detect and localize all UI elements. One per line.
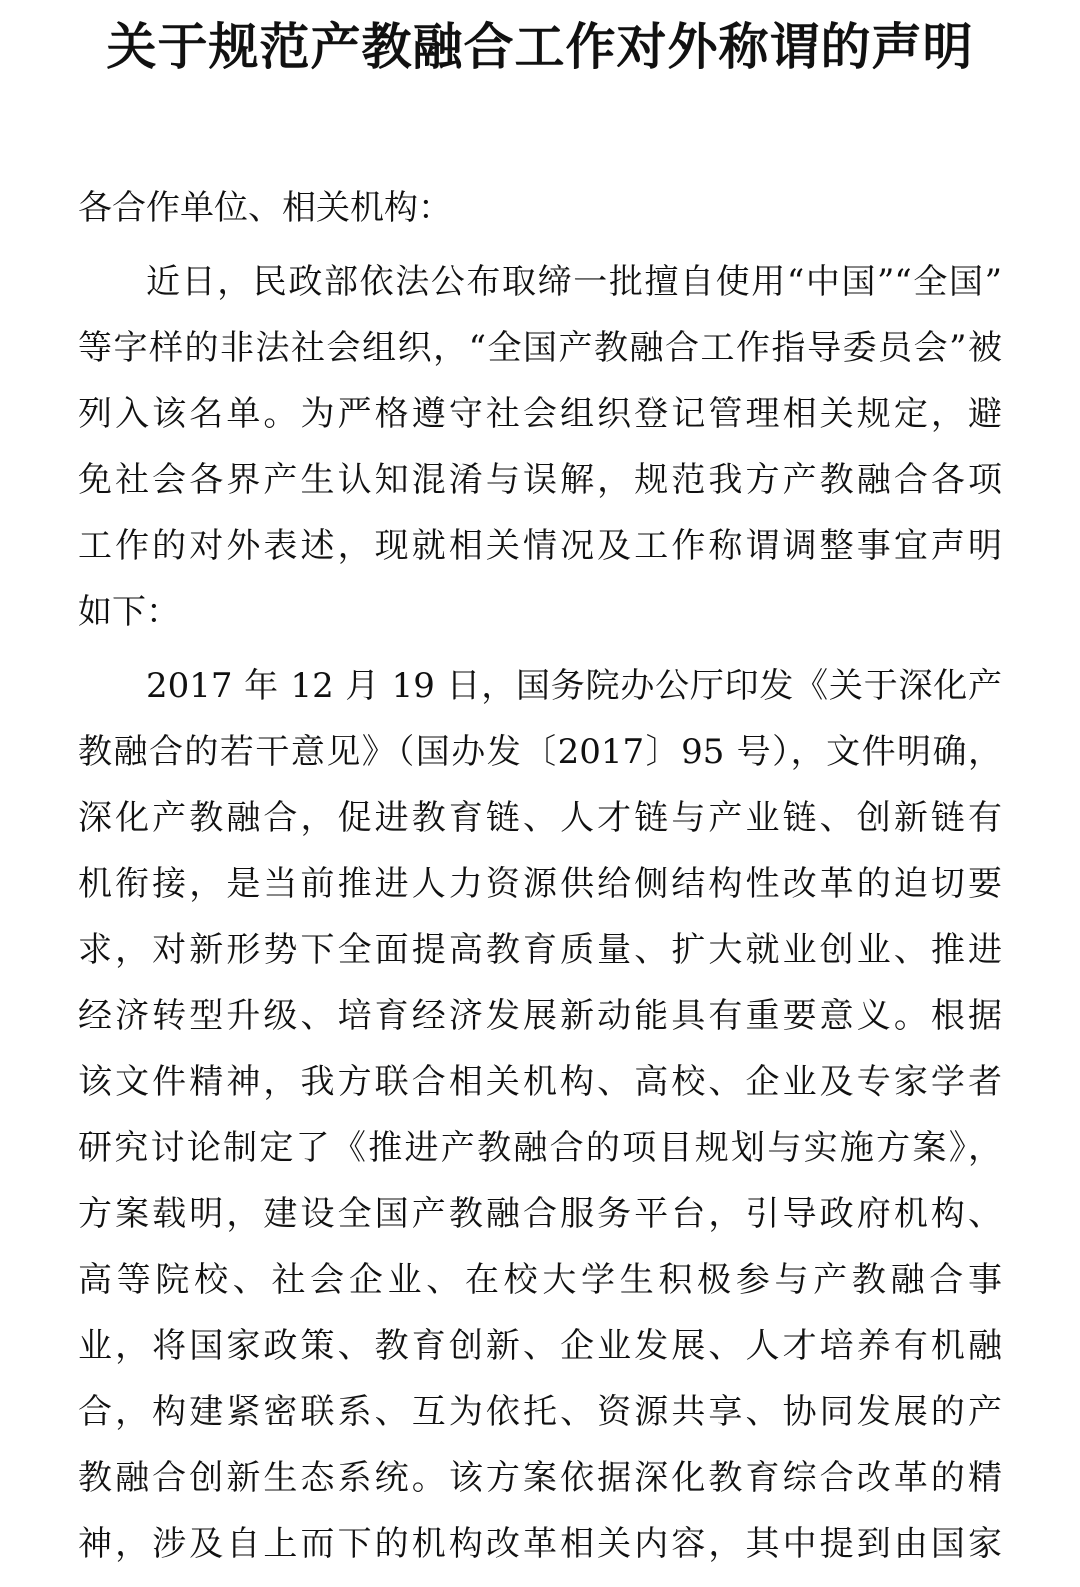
paragraph-line: 近日，民政部依法公布取缔一批擅自使用“中国”“全国” — [146, 262, 1002, 302]
paragraph-line: 如下： — [78, 592, 180, 632]
paragraph-gap — [78, 241, 1002, 249]
paragraph-line: 合，构建紧密联系、互为依托、资源共享、协同发展的产 — [78, 1392, 1002, 1432]
paragraph-line: 高等院校、社会企业、在校大学生积极参与产教融合事 — [78, 1260, 1002, 1300]
salutation: 各合作单位、相关机构： — [78, 188, 452, 228]
paragraph-line: 业，将国家政策、教育创新、企业发展、人才培养有机融 — [78, 1326, 1002, 1366]
paragraph-line: 神，涉及自上而下的机构改革相关内容，其中提到由国家 — [78, 1524, 1002, 1564]
paragraph-line: 工作的对外表述，现就相关情况及工作称谓调整事宜声明 — [78, 526, 1002, 566]
paragraph-line: 深化产教融合，促进教育链、人才链与产业链、创新链有 — [78, 798, 1002, 838]
document-body — [78, 175, 1002, 1577]
paragraph-line: 机衔接，是当前推进人力资源供给侧结构性改革的迫切要 — [78, 864, 1002, 904]
paragraph-2 — [78, 653, 1002, 1577]
paragraph-line: 求，对新形势下全面提高教育质量、扩大就业创业、推进 — [78, 930, 1002, 970]
paragraph-line: 列入该名单。为严格遵守社会组织登记管理相关规定，避 — [78, 394, 1002, 434]
paragraph-line: 研究讨论制定了《推进产教融合的项目规划与实施方案》， — [78, 1128, 1002, 1168]
paragraph-line: 教融合的若干意见》（国办发〔2017〕95 号），文件明确， — [78, 732, 1002, 772]
paragraph-line: 教融合创新生态系统。该方案依据深化教育综合改革的精 — [78, 1458, 1002, 1498]
paragraph-line: 方案载明，建设全国产教融合服务平台，引导政府机构、 — [78, 1194, 1002, 1234]
paragraph-line: 经济转型升级、培育经济发展新动能具有重要意义。根据 — [78, 996, 1002, 1036]
paragraph-1 — [78, 249, 1002, 645]
paragraph-line: 2017 年 12 月 19 日，国务院办公厅印发《关于深化产 — [146, 666, 1002, 706]
paragraph-line: 免社会各界产生认知混淆与误解，规范我方产教融合各项 — [78, 460, 1002, 500]
paragraph-line: 该文件精神，我方联合相关机构、高校、企业及专家学者 — [78, 1062, 1002, 1102]
paragraph-gap — [78, 645, 1002, 653]
document-title: 关于规范产教融合工作对外称谓的声明 — [106, 17, 974, 76]
paragraph-line: 等字样的非法社会组织，“全国产教融合工作指导委员会”被 — [78, 328, 1002, 368]
